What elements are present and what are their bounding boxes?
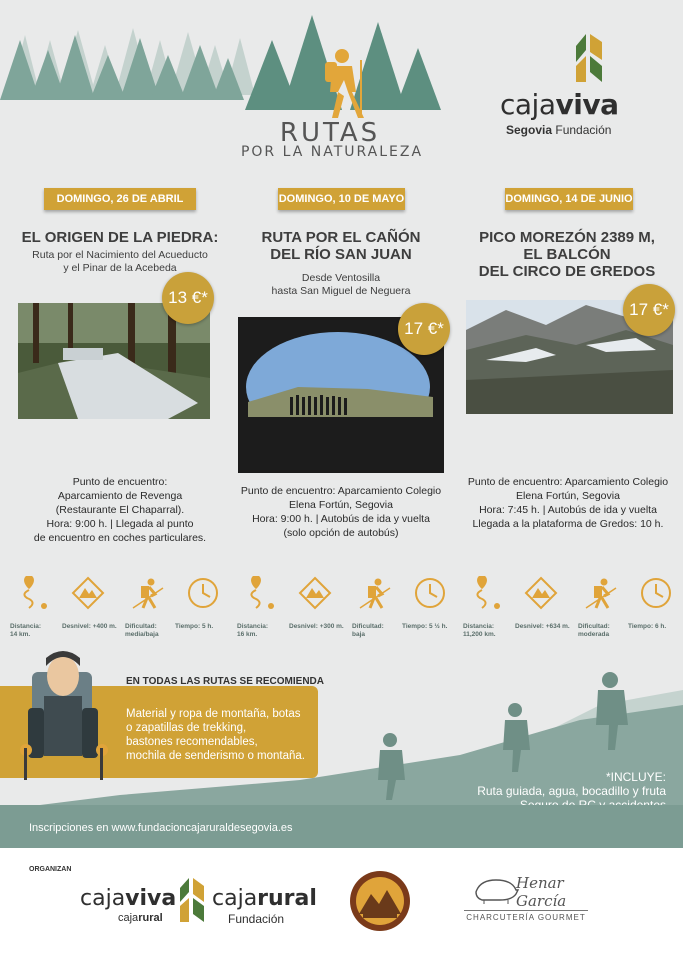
brand-sub: Fundación <box>555 123 612 137</box>
meeting-line: Elena Fortún, Segovia <box>516 490 620 502</box>
brand-caja: caja <box>500 88 556 121</box>
pig-icon <box>472 876 520 904</box>
route-2-subtitle-line: hasta San Miguel de Neguera <box>271 285 411 297</box>
elevation-icon <box>524 576 558 610</box>
organizers-label: ORGANIZAN <box>29 866 72 873</box>
stat-line: Desnivel: +634 m. <box>515 623 570 630</box>
henar-garcia-sub: CHARCUTERÍA GOURMET <box>464 910 588 922</box>
route-3-title-line: PICO MOREZÓN 2389 M, <box>479 229 655 246</box>
distance-icon <box>16 576 50 610</box>
route-2-title <box>236 229 446 263</box>
distance-icon <box>243 576 277 610</box>
meeting-line: Punto de encuentro: <box>72 476 168 488</box>
logo-text: caja <box>80 886 126 911</box>
stat-line: 11,200 km. <box>463 631 496 638</box>
elevation-icon <box>298 576 332 610</box>
recommendation-line: o zapatillas de trekking, <box>126 722 247 734</box>
recommendation-line: Material y ropa de montaña, botas <box>126 708 301 720</box>
route-1-subtitle <box>15 249 225 275</box>
meeting-line: de encuentro en coches particulares. <box>33 532 207 544</box>
brand-viva: viva <box>555 88 619 121</box>
route-3-title-line: DEL CIRCO DE GREDOS <box>478 263 656 280</box>
recommendation-line: bastones recomendables, <box>126 736 258 748</box>
route-2-stat-label <box>402 623 458 631</box>
logo-text: rural <box>138 912 163 924</box>
henar-garcia-name: Henar García <box>516 874 567 910</box>
recommendation-text <box>126 707 311 763</box>
meeting-line: Elena Fortún, Segovia <box>289 499 393 511</box>
route-1-subtitle-line: y el Pinar de la Acebeda <box>63 262 177 274</box>
route-2-stat-label <box>352 623 408 639</box>
time-icon <box>639 576 673 610</box>
route-3-title <box>462 229 672 280</box>
logo-text: caja <box>118 912 139 924</box>
stat-line: Distancia: <box>237 623 269 630</box>
recommendation-line: mochila de senderismo o montaña. <box>126 750 305 762</box>
time-icon <box>413 576 447 610</box>
hiking-club-seal-icon <box>349 870 411 932</box>
time-icon <box>186 576 220 610</box>
elevation-icon <box>71 576 105 610</box>
henar-garcia-logo <box>466 872 586 928</box>
brand-subtitle <box>506 123 611 137</box>
stat-line: Dificultad: <box>125 623 157 630</box>
difficulty-icon <box>584 576 618 610</box>
route-3-meeting-point <box>457 475 679 531</box>
recommendation-title: EN TODAS LAS RUTAS SE RECOMIENDA <box>126 676 324 687</box>
route-1-subtitle-line: Ruta por el Nacimiento del Acueducto <box>32 249 208 261</box>
route-1-stat-label <box>62 623 118 631</box>
cajarural-mark-icon <box>178 876 206 924</box>
meeting-line: Llegada a la plataforma de Gredos: 10 h. <box>472 518 664 530</box>
route-1-price-badge: 13 €* <box>162 272 214 324</box>
route-3-stat-label <box>515 623 571 631</box>
fundacion-label: Fundación <box>228 912 285 926</box>
stat-line: Dificultad: <box>578 623 610 630</box>
distance-icon <box>469 576 503 610</box>
route-2-subtitle-line: Desde Ventosilla <box>301 272 381 284</box>
route-3-price-badge: 17 €* <box>623 284 675 336</box>
route-2-title-line: DEL RÍO SAN JUAN <box>270 246 412 263</box>
route-2-stat-label <box>237 623 293 639</box>
stat-line: Tiempo: 6 h. <box>628 623 667 630</box>
stat-line: Tiempo: 5 ½ h. <box>402 623 448 630</box>
hiker-character-illustration <box>8 648 118 780</box>
brand-sub-bold: Segovia <box>506 123 553 137</box>
stat-line: Distancia: <box>10 623 42 630</box>
meeting-line: (Restaurante El Chaparral). <box>55 504 185 516</box>
route-1-stat-label <box>175 623 231 631</box>
route-3-stat-label <box>463 623 519 639</box>
route-1-meeting-point <box>15 475 225 545</box>
meeting-line: Punto de encuentro: Aparcamiento Colegio <box>467 476 669 488</box>
stat-line: Tiempo: 5 h. <box>175 623 214 630</box>
route-1-date: DOMINGO, 26 DE ABRIL <box>44 188 196 210</box>
stat-line: baja <box>352 631 366 638</box>
stat-line: media/baja <box>125 631 159 638</box>
logo-text: caja <box>212 886 258 911</box>
route-2-title-line: RUTA POR EL CAÑÓN <box>261 229 421 246</box>
route-1-title-line: EL ORIGEN DE LA PIEDRA: <box>21 229 219 246</box>
stat-line: moderada <box>578 631 610 638</box>
cajaviva-footer-logo <box>80 886 176 911</box>
route-2-stat-label <box>289 623 345 631</box>
includes-line: *INCLUYE: <box>605 770 666 784</box>
logo-text: viva <box>125 886 177 911</box>
route-3-title-line: EL BALCÓN <box>523 246 611 263</box>
route-3-stat-label <box>628 623 683 631</box>
route-1-stat-label <box>10 623 66 639</box>
stat-line: Desnivel: +400 m. <box>62 623 117 630</box>
stat-line: Dificultad: <box>352 623 384 630</box>
route-2-meeting-point <box>226 484 456 540</box>
meeting-line: Punto de encuentro: Aparcamiento Colegio <box>240 485 442 497</box>
route-2-subtitle <box>236 272 446 298</box>
cajarural-sub-logo <box>118 912 163 924</box>
meeting-line: Hora: 7:45 h. | Autobús de ida y vuelta <box>479 504 657 516</box>
cajarural-footer-logo <box>212 886 317 911</box>
stat-line: Distancia: <box>463 623 495 630</box>
stat-line: 14 km. <box>10 631 31 638</box>
meeting-line: (solo opción de autobús) <box>283 527 399 539</box>
event-subtitle: POR LA NATURALEZA <box>240 144 424 160</box>
difficulty-icon <box>131 576 165 610</box>
route-2-price-badge: 17 €* <box>398 303 450 355</box>
route-2-date: DOMINGO, 10 DE MAYO <box>278 188 405 210</box>
event-title: RUTAS <box>279 118 381 148</box>
route-3-date: DOMINGO, 14 DE JUNIO <box>505 188 633 210</box>
route-1-stat-label <box>125 623 181 639</box>
includes-line: Ruta guiada, agua, bocadillo y fruta <box>477 784 666 798</box>
logo-text: rural <box>257 886 317 911</box>
route-3-stat-label <box>578 623 634 639</box>
stat-line: 16 km. <box>237 631 258 638</box>
meeting-line: Aparcamiento de Revenga <box>57 490 183 502</box>
route-1-title <box>15 229 225 246</box>
brand-name <box>500 88 619 121</box>
cajaviva-logo-icon <box>572 32 606 84</box>
meeting-line: Hora: 9:00 h. | Autobús de ida y vuelta <box>252 513 430 525</box>
meeting-line: Hora: 9:00 h. | Llegada al punto <box>46 518 194 530</box>
difficulty-icon <box>358 576 392 610</box>
stat-line: Desnivel: +300 m. <box>289 623 344 630</box>
registration-link[interactable]: Inscripciones en www.fundacioncajaruraldesegovia.es <box>29 822 293 834</box>
